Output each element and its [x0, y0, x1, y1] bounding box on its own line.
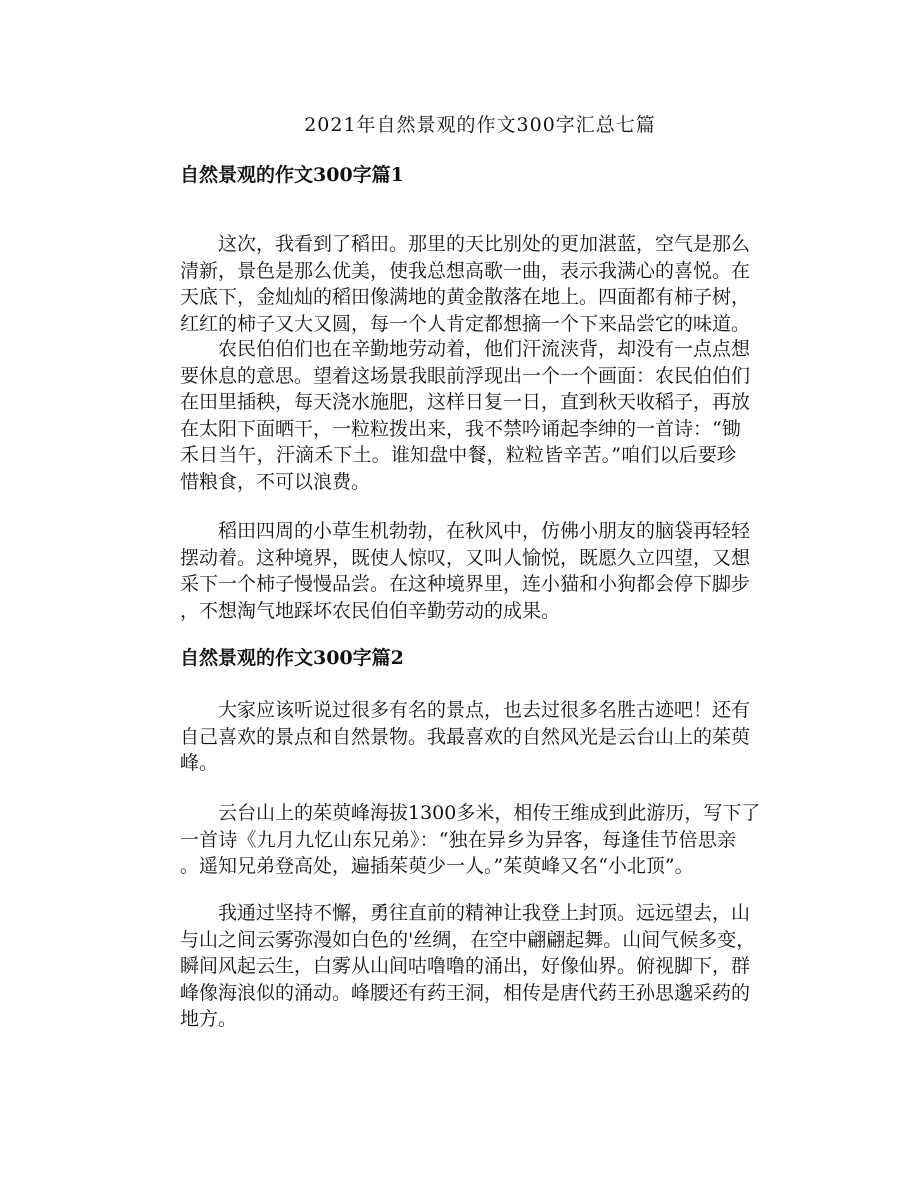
- paragraph: [180, 900, 756, 1033]
- text-line: 禾日当午，汗滴禾下土。谁知盘中餐，粒粒皆辛苦。”咱们以后要珍: [180, 444, 736, 466]
- text-line: 惜粮食，不可以浪费。: [180, 470, 371, 493]
- text-line: 天底下，金灿灿的稻田像满地的黄金散落在地上。四面都有柿子树，: [180, 286, 751, 308]
- text-line: 与山之间云雾弥漫如白色的'丝绸，在空中翩翩起舞。山间气候多变，: [180, 928, 756, 951]
- text-line: 采下一个柿子慢慢品尝。在这种境界里，连小猫和小狗都会停下脚步: [180, 573, 751, 595]
- text-line: 清新，景色是那么优美，使我总想高歌一曲，表示我满心的喜悦。在: [180, 259, 751, 282]
- text-line: 农民伯伯们也在辛勤地劳动着，他们汗流浃背，却没有一点点想: [180, 338, 751, 360]
- text-line: 瞬间风起云生，白雾从山间咕噜噜的涌出，好像仙界。俯视脚下，群: [180, 955, 751, 977]
- section-heading-1: 自然景观的作文300字篇1: [180, 164, 404, 186]
- text-line: 在田里插秧，每天浇水施肥，这样日复一日，直到秋天收稻子，再放: [180, 391, 751, 413]
- text-line: 地方。: [180, 1008, 238, 1030]
- text-line: 这次，我看到了稻田。那里的天比别处的更加湛蓝，空气是那么: [180, 233, 751, 255]
- text-line: 红红的柿子又大又圆，每一个人肯定都想摘一个下来品尝它的味道。: [180, 312, 751, 335]
- section-heading-2: 自然景观的作文300字篇2: [180, 647, 404, 669]
- paragraph: [180, 336, 751, 495]
- text-line: 我通过坚持不懈，勇往直前的精神让我登上封顶。远远望去，山: [180, 902, 751, 924]
- document-title: 2021年自然景观的作文300字汇总七篇: [304, 114, 656, 136]
- text-line: 在太阳下面晒干，一粒粒拨出来，我不禁吟诵起李绅的一首诗：“锄: [180, 417, 741, 440]
- text-line: 稻田四周的小草生机勃勃，在秋风中，仿佛小朋友的脑袋再轻轻: [180, 520, 751, 542]
- paragraph: [180, 231, 751, 337]
- paragraph: [180, 800, 761, 880]
- paragraph: [180, 697, 751, 777]
- text-line: 摆动着。这种境界，既使人惊叹，又叫人愉悦，既愿久立四望，又想: [180, 546, 751, 569]
- text-line: 云台山上的茱萸峰海拔1300多米，相传王维成到此游历，写下了: [180, 802, 761, 824]
- text-line: 自己喜欢的景点和自然景物。我最喜欢的自然风光是云台山上的茱萸: [180, 725, 751, 748]
- text-line: 要休息的意思。望着这场景我眼前浮现出一个一个画面：农民伯伯们: [180, 364, 751, 387]
- paragraph: [180, 518, 751, 624]
- text-line: 。遥知兄弟登高处，遍插茱萸少一人。”茱萸峰又名“小北顶”。: [180, 855, 694, 877]
- text-line: 峰像海浪似的涌动。峰腰还有药王洞，相传是唐代药王孙思邈采药的: [180, 981, 751, 1004]
- text-line: 大家应该听说过很多有名的景点，也去过很多名胜古迹吧！还有: [180, 699, 751, 721]
- text-line: 峰。: [180, 752, 219, 774]
- text-line: 一首诗《九月九忆山东兄弟》：“独在异乡为异客，每逢佳节倍思亲: [180, 828, 736, 851]
- text-line: ，不想淘气地踩坏农民伯伯辛勤劳动的成果。: [180, 599, 561, 622]
